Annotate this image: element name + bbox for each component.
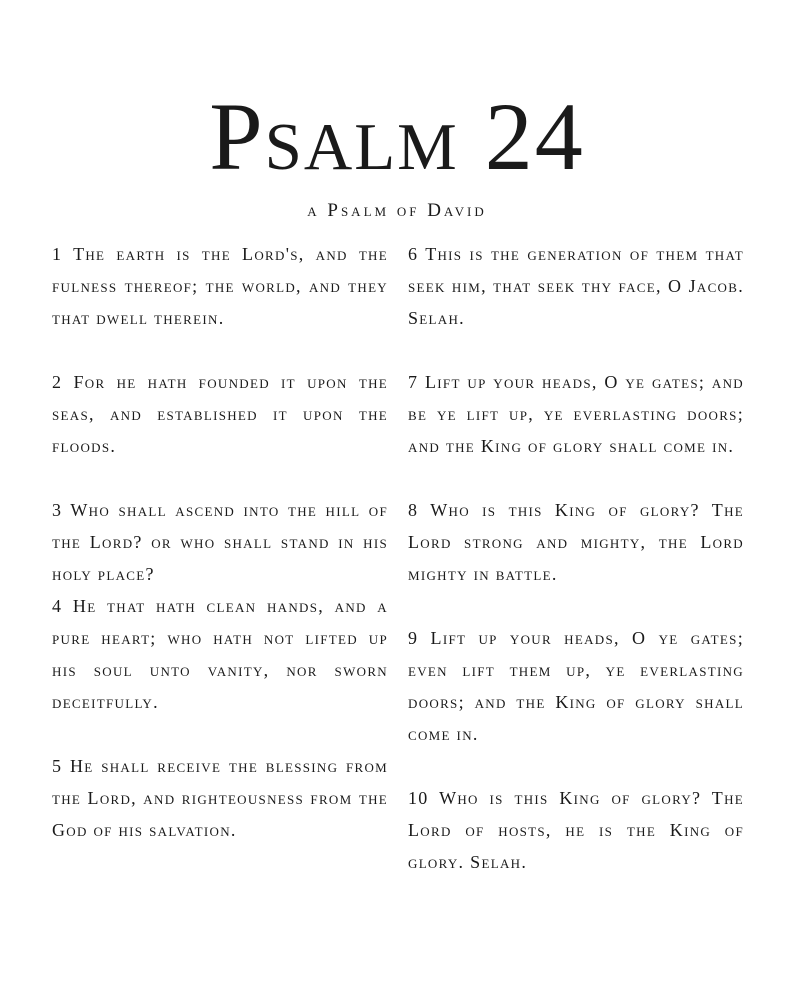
verse-2: 2 For he hath founded it upon the seas, and established it upon the floods.	[52, 372, 388, 456]
page-subtitle: a Psalm of David	[307, 200, 487, 221]
verses-column-right	[408, 238, 744, 910]
verses-column-left	[52, 238, 388, 878]
verse-6: 6 This is the generation of them that seek him, that seek thy face, O Jacob. Selah.	[408, 244, 744, 328]
verse-4: 4 He that hath clean hands, and a pure heart; who hath not lifted up his soul unto vanity, nor sworn deceitfully.	[52, 596, 388, 712]
verse-9: 9 Lift up your heads, O ye gates; even lift them up, ye everlasting doors; and the King of glory shall come in.	[408, 628, 744, 744]
verse-10: 10 Who is this King of glory? The Lord of hosts, he is the King of glory. Selah.	[408, 788, 744, 872]
verse-1: 1 The earth is the Lord's, and the fulness thereof; the world, and they that dwell therein.	[52, 244, 388, 328]
verse-5: 5 He shall receive the blessing from the Lord, and righteousness from the God of his salvation.	[52, 756, 388, 840]
verse-3: 3 Who shall ascend into the hill of the Lord? or who shall stand in his holy place?	[52, 500, 388, 584]
page-title: Psalm 24	[209, 83, 585, 190]
verse-7: 7 Lift up your heads, O ye gates; and be ye lift up, ye everlasting doors; and the King of glory shall come in.	[408, 372, 744, 456]
verse-8: 8 Who is this King of glory? The Lord strong and mighty, the Lord mighty in battle.	[408, 500, 744, 584]
